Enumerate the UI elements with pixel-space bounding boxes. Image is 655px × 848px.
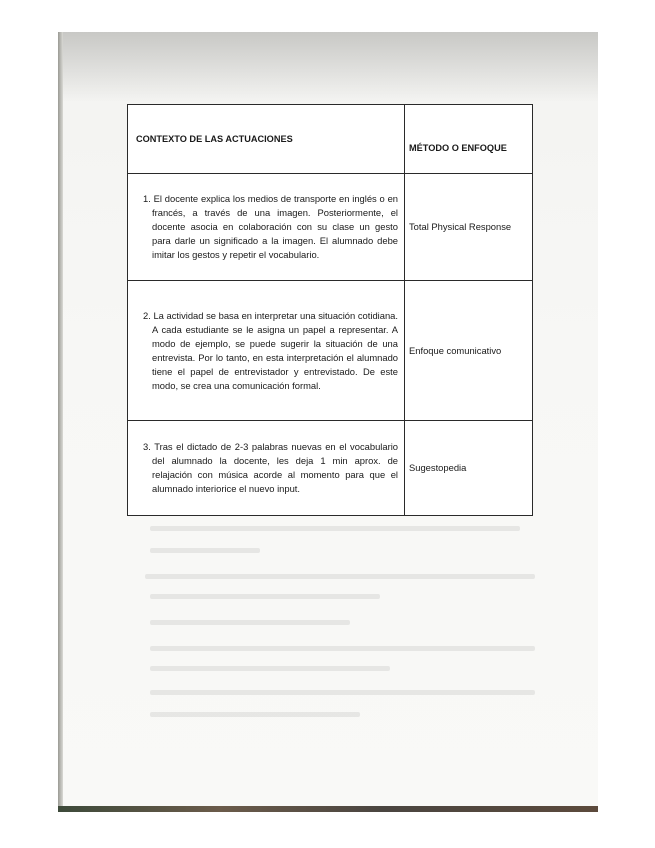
method-cell: Sugestopedia bbox=[405, 421, 533, 516]
method-cell: Total Physical Response bbox=[405, 174, 533, 281]
context-text: 3. Tras el dictado de 2-3 palabras nuevas en el vocabulario del alumnado la docente, les deja 1 min aprox. de relajación con música acorde al momento para que el alumnado interiorice el nuevo input. bbox=[143, 441, 398, 494]
show-through-line bbox=[150, 646, 535, 651]
show-through-line bbox=[150, 620, 350, 625]
show-through-line bbox=[150, 548, 260, 553]
context-cell bbox=[128, 281, 405, 421]
page-bottom-edge bbox=[58, 806, 598, 812]
table-header-row bbox=[128, 105, 533, 174]
show-through-line bbox=[150, 526, 520, 531]
show-through-line bbox=[150, 712, 360, 717]
context-text: 1. El docente explica los medios de transporte en inglés o en francés, a través de una imagen. Posteriormente, el docente asocia en colaboración con su clase un gesto para darle un significado a la imagen. El alumnado debe imitar los gestos y repetir el vocabulario. bbox=[143, 193, 398, 260]
show-through-line bbox=[145, 574, 535, 579]
page-binding-edge bbox=[58, 32, 63, 808]
context-cell bbox=[128, 421, 405, 516]
page-top-shadow bbox=[58, 32, 598, 102]
context-text: 2. La actividad se basa en interpretar una situación cotidiana. A cada estudiante se le asigna un papel a representar. A modo de ejemplo, se puede sugerir la situación de una entrevista. Por lo tanto, en esta interpretación el alumnado tiene el papel de entrevistador y entrevistado. De este modo, se crea una comunicación formal. bbox=[143, 309, 398, 391]
table-row bbox=[128, 174, 533, 281]
show-through-line bbox=[150, 690, 535, 695]
show-through-line bbox=[150, 594, 380, 599]
table-row bbox=[128, 421, 533, 516]
method-column-header: MÉTODO O ENFOQUE bbox=[405, 105, 533, 174]
activities-method-table bbox=[127, 104, 533, 516]
show-through-line bbox=[150, 666, 390, 671]
table-row bbox=[128, 281, 533, 421]
context-column-header: CONTEXTO DE LAS ACTUACIONES bbox=[128, 105, 405, 174]
context-cell bbox=[128, 174, 405, 281]
method-cell: Enfoque comunicativo bbox=[405, 281, 533, 421]
